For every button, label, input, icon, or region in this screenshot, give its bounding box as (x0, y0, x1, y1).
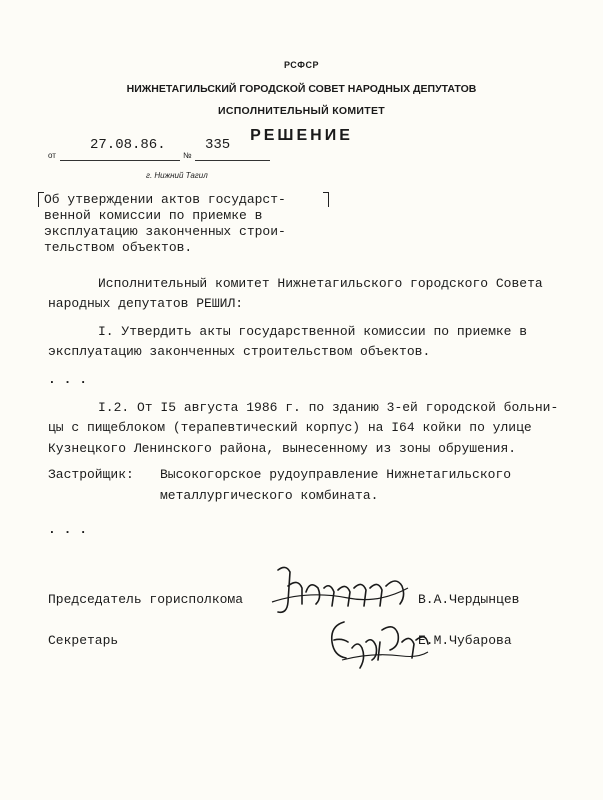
ellipsis-1: . . . (48, 372, 88, 387)
document-date: 27.08.86. (90, 137, 166, 153)
document-type-title: РЕШЕНИЕ (250, 127, 353, 144)
item1-line-1: I. Утвердить акты государственной комиссии по приемке в (98, 324, 528, 339)
intro-line-1: Исполнительный комитет Нижнетагильского городского Совета (98, 276, 543, 291)
developer-line-2: металлургического комбината. (160, 488, 379, 503)
developer-line-1: Высокогорское рудоуправление Нижнетагильского (160, 467, 512, 482)
header-council: НИЖНЕТАГИЛЬСКИЙ ГОРОДСКОЙ СОВЕТ НАРОДНЫХ ДЕПУТАТОВ (126, 83, 477, 95)
chair-name: В.А.Чердынцев (418, 592, 520, 607)
number-underline (195, 160, 270, 161)
item12-line-2: цы с пищеблоком (терапевтический корпус) на I64 койки по улице (48, 420, 532, 435)
city-label: г. Нижний Тагил (146, 171, 208, 180)
chair-title: Председатель горисполкома (48, 592, 244, 607)
ellipsis-2: . . . (48, 522, 88, 537)
item12-line-1: I.2. От I5 августа 1986 г. по зданию 3-ей городской больни- (98, 400, 559, 415)
item1-line-2: эксплуатацию законченных строительством объектов. (48, 344, 431, 359)
subject-line-1: Об утверждении актов государст- (44, 192, 286, 207)
chair-signature (268, 558, 418, 620)
developer-label: Застройщик: (48, 467, 134, 482)
secretary-signature (322, 612, 432, 674)
from-label: от (48, 151, 56, 160)
number-label: № (183, 151, 192, 160)
header-country: РСФСР (284, 60, 319, 70)
secretary-title: Секретарь (48, 633, 119, 648)
secretary-name: Е.М.Чубарова (418, 633, 512, 648)
header-committee: ИСПОЛНИТЕЛЬНЫЙ КОМИТЕТ (217, 105, 386, 117)
item12-line-3: Кузнецкого Ленинского района, вынесенному из зоны обрушения. (48, 441, 517, 456)
subject-line-4: тельством объектов. (44, 240, 193, 255)
subject-line-2: венной комиссии по приемке в (44, 208, 263, 223)
document-number: 335 (205, 137, 231, 153)
subject-line-3: эксплуатацию законченных строи- (44, 224, 286, 239)
subject-bracket-right (323, 192, 329, 207)
date-underline (60, 160, 180, 161)
intro-line-2: народных депутатов РЕШИЛ: (48, 296, 244, 311)
